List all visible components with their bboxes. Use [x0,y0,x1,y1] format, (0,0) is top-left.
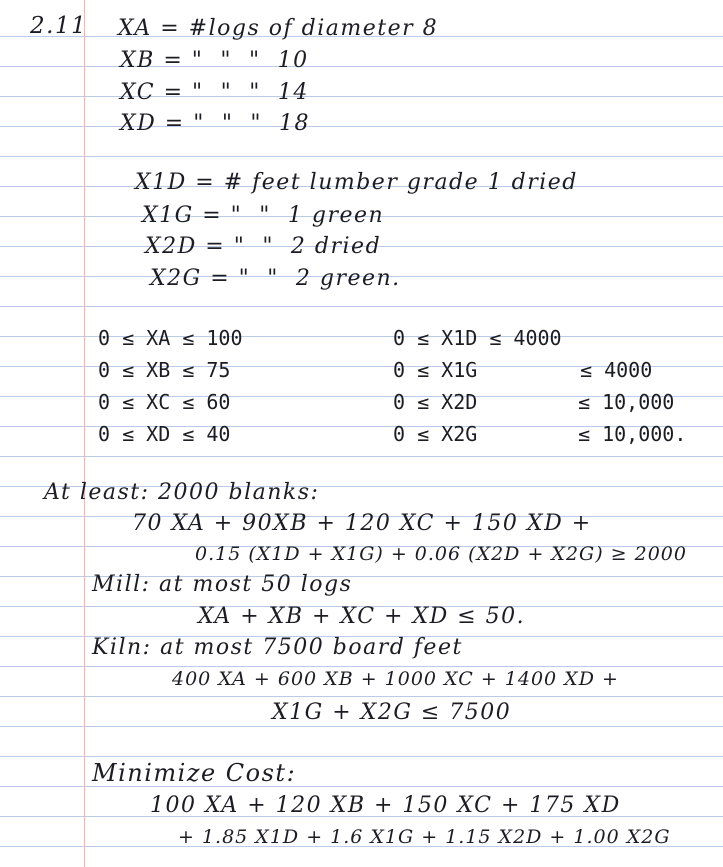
mill-line-1: XA + XB + XC + XD ≤ 50. [198,604,526,629]
mill-heading: Mill: at most 50 logs [92,572,353,597]
blanks-heading: At least: 2000 blanks: [44,480,320,505]
objective-line-1: 100 XA + 120 XB + 150 XC + 175 XD [150,793,621,818]
def-xc: XC = " " " 14 [120,80,309,105]
def-xd: XD = " " " 18 [120,111,311,136]
def-x2d: X2D = " " 2 dried [145,234,382,259]
kiln-line-2: X1G + X2G ≤ 7500 [272,700,512,725]
bound-x1g-upper: ≤ 4000 [580,358,653,382]
notebook-margin-line [84,0,85,867]
def-xb: XB = " " " 10 [120,48,309,73]
def-x2g: X2G = " " 2 green. [150,266,401,291]
bound-x2g-upper: ≤ 10,000. [578,422,687,446]
bound-x1g: 0 ≤ X1G [393,358,478,382]
kiln-line-1: 400 XA + 600 XB + 1000 XC + 1400 XD + [172,668,619,690]
bound-xa: 0 ≤ XA ≤ 100 [98,326,243,350]
problem-number: 2.11 [30,13,88,39]
bound-xd: 0 ≤ XD ≤ 40 [98,422,231,446]
bound-x2d: 0 ≤ X2D [393,390,478,414]
bound-xc: 0 ≤ XC ≤ 60 [98,390,231,414]
bound-xb: 0 ≤ XB ≤ 75 [98,358,231,382]
objective-line-2: + 1.85 X1D + 1.6 X1G + 1.15 X2D + 1.00 X2G [178,826,671,848]
blanks-line-2: 0.15 (X1D + X1G) + 0.06 (X2D + X2G) ≥ 2000 [195,543,687,565]
objective-heading: Minimize Cost: [92,759,297,787]
bound-x2g: 0 ≤ X2G [393,422,478,446]
bound-x2d-upper: ≤ 10,000 [578,390,675,414]
def-x1d: X1D = # feet lumber grade 1 dried [135,170,578,195]
def-xa: XA = #logs of diameter 8 [118,16,439,41]
def-x1g: X1G = " " 1 green [142,203,385,228]
blanks-line-1: 70 XA + 90XB + 120 XC + 150 XD + [132,511,592,536]
kiln-heading: Kiln: at most 7500 board feet [92,635,463,660]
bound-x1d: 0 ≤ X1D ≤ 4000 [393,326,562,350]
